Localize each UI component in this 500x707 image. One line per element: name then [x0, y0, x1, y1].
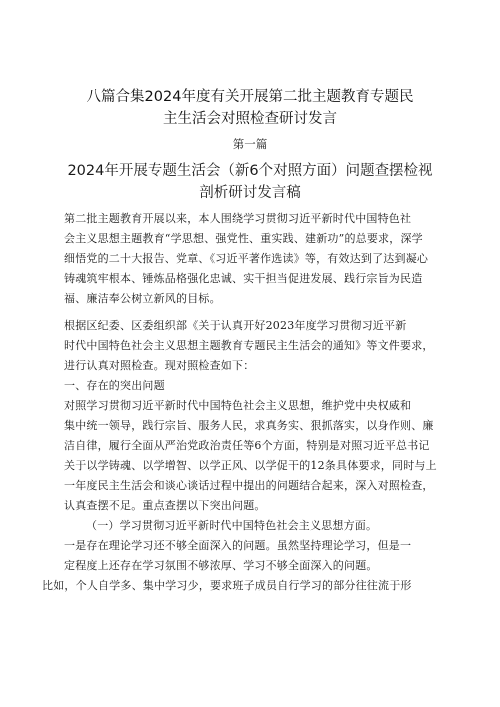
sub-heading: （一）学习贯彻习近平新时代中国特色社会主义思想方面。	[86, 519, 378, 532]
body-paragraph	[42, 576, 462, 596]
body-paragraph	[42, 396, 462, 516]
text-line: 会主义思想主题教育“学思想、强党性、重实践、建新功”的总要求，深学	[64, 232, 423, 245]
body-paragraph	[42, 209, 462, 309]
text-line: 根据区纪委、区委组织部《关于认真开好2023年度学习贯彻习近平新	[64, 319, 407, 332]
text-line: 定程度上还存在学习氛围不够浓厚、学习不够全面深入的问题。	[64, 559, 378, 572]
document-body	[42, 209, 462, 596]
section-title	[0, 160, 500, 204]
text-line: 对照学习贯彻习近平新时代中国特色社会主义思想，维护党中央权威和	[64, 399, 412, 412]
body-paragraph	[42, 536, 462, 576]
text-line: 时代中国特色社会主义思想主题教育专题民主生活会的通知》等文件要求，	[64, 339, 434, 352]
document-title-line: 八篇合集2024年度有关开展第二批主题教育专题民	[86, 89, 414, 105]
section-title-line: 剖析研讨发言稿	[199, 185, 301, 201]
document-title	[0, 86, 500, 130]
text-line: 比如，个人自学多、集中学习少，要求班子成员自行学习的部分往往流于形	[42, 579, 412, 592]
text-line: 一是存在理论学习还不够全面深入的问题。虽然坚持理论学习，但是一	[64, 539, 412, 552]
text-line: 关于以学铸魂、以学增智、以学正风、以学促干的12条具体要求，同时与上	[64, 459, 437, 472]
text-line: 集中统一领导，践行宗旨、服务人民，求真务实、狠抓落实，以身作则、廉	[64, 419, 434, 432]
text-line: 洁自律，履行全面从严治党政治责任等6个方面，特别是对照习近平总书记	[64, 439, 430, 452]
body-paragraph	[42, 316, 462, 376]
section-title-line: 2024年开展专题生活会（新6个对照方面）问题查摆检视	[67, 163, 433, 179]
section-label: 第一篇	[232, 137, 268, 151]
section-heading: 一、存在的突出问题	[64, 379, 165, 392]
document-title-line: 主生活会对照检查研讨发言	[163, 111, 337, 127]
text-line: 认真查摆不足。重点查摆以下突出问题。	[64, 499, 266, 512]
text-line: 铸魂筑牢根本、锤炼品格强化忠诚、实干担当促进发展、践行宗旨为民造	[64, 272, 423, 285]
text-line: 福、廉洁奉公树立新风的目标。	[64, 292, 221, 305]
text-line: 细悟党的二十大报告、党章、《习近平著作选读》等，有效达到了达到凝心	[64, 252, 429, 265]
text-line: 第二批主题教育开展以来，本人围绕学习贯彻习近平新时代中国特色社	[64, 212, 412, 225]
text-line: 一年度民主生活会和谈心谈话过程中提出的问题结合起来，深入对照检查，	[64, 479, 434, 492]
text-line: 进行认真对照检查。现对照检查如下：	[64, 359, 255, 372]
